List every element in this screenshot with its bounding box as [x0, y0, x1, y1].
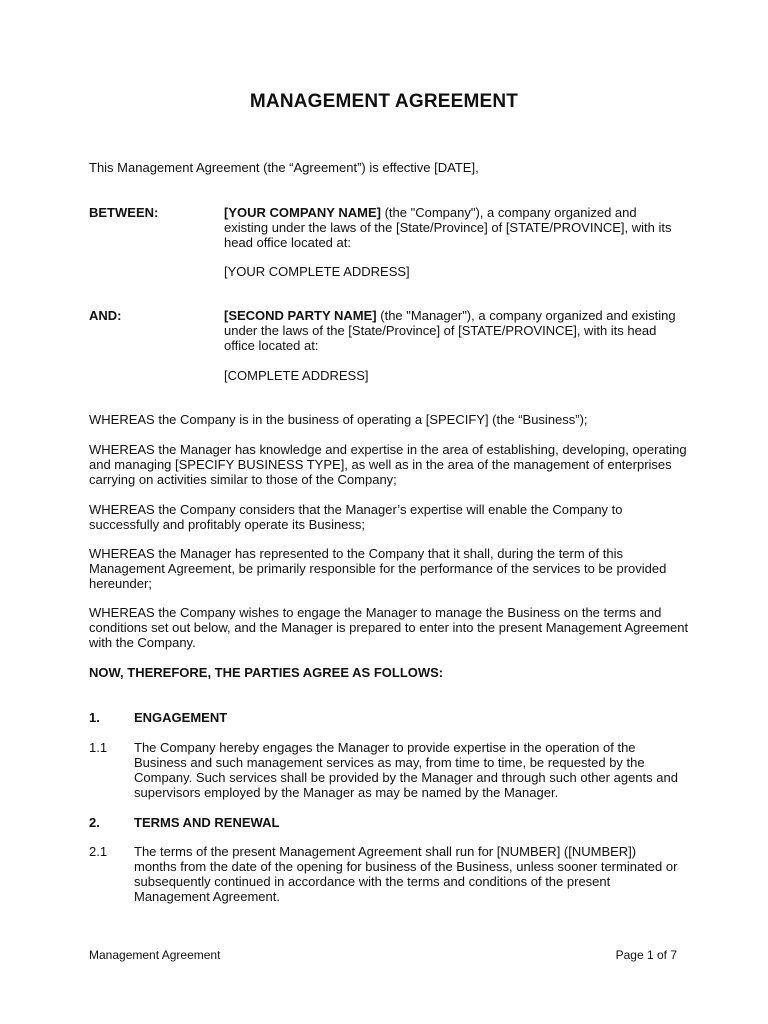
intro-paragraph: This Management Agreement (the “Agreement”) is effective [DATE],	[89, 160, 479, 175]
between-description: (the "Company"), a company organized and existing under the laws of the [State/Province] of [STATE/PROVINCE], with its head office located at:	[224, 205, 672, 250]
footer-document-name: Management Agreement	[89, 948, 221, 962]
whereas-paragraph: WHEREAS the Company considers that the Manager’s expertise will enable the Company to successfully and profitably operate its Business;	[89, 502, 623, 532]
now-therefore-heading: NOW, THEREFORE, THE PARTIES AGREE AS FOLLOWS:	[89, 665, 444, 680]
document-title: MANAGEMENT AGREEMENT	[249, 91, 519, 112]
section-number: 2.	[89, 815, 100, 830]
second-party-name-placeholder: [SECOND PARTY NAME]	[224, 308, 377, 323]
section-heading-engagement: ENGAGEMENT	[134, 710, 228, 725]
between-party-text	[224, 205, 684, 250]
and-address: [COMPLETE ADDRESS]	[224, 368, 369, 383]
clause-text: The Company hereby engages the Manager to provide expertise in the operation of the Business and such management services as may, from time to time, be requested by the Company. Such services shall be provided by the Manager and through such other agents and supervisors employed by the Manager as may be named by the Manager.	[134, 740, 678, 800]
section-heading-terms-and-renewal: TERMS AND RENEWAL	[134, 815, 280, 830]
clause-number: 2.1	[89, 844, 108, 859]
footer-page-number: Page 1 of 7	[615, 948, 677, 962]
whereas-paragraph: WHEREAS the Manager has knowledge and expertise in the area of establishing, developing, operating and managing [SPECIFY BUSINESS TYPE], as well as in the area of the management of enterprises carrying on activities similar to those of the Company;	[89, 442, 687, 487]
between-label: BETWEEN:	[89, 205, 159, 220]
and-party-text	[224, 308, 684, 353]
whereas-paragraph: WHEREAS the Company wishes to engage the Manager to manage the Business on the terms and conditions set out below, and the Manager is prepared to enter into the present Management Agreement with the Company.	[89, 605, 689, 650]
company-name-placeholder: [YOUR COMPANY NAME]	[224, 205, 381, 220]
and-description: (the "Manager"), a company organized and existing under the laws of the [State/Province] of [STATE/PROVINCE], with its head office located at:	[224, 308, 676, 353]
whereas-paragraph: WHEREAS the Manager has represented to the Company that it shall, during the term of this Management Agreement, be primarily responsible for the performance of the services to be provided hereunder;	[89, 546, 667, 591]
between-address: [YOUR COMPLETE ADDRESS]	[224, 264, 410, 279]
section-number: 1.	[89, 710, 100, 725]
and-label: AND:	[89, 308, 122, 323]
clause-number: 1.1	[89, 740, 108, 755]
whereas-paragraph: WHEREAS the Company is in the business of operating a [SPECIFY] (the “Business”);	[89, 412, 588, 427]
clause-text: The terms of the present Management Agreement shall run for [NUMBER] ([NUMBER]) months from the date of the opening for business of the Business, unless sooner terminated or subsequently continued in accordance with the terms and conditions of the present Management Agreement.	[134, 844, 678, 904]
